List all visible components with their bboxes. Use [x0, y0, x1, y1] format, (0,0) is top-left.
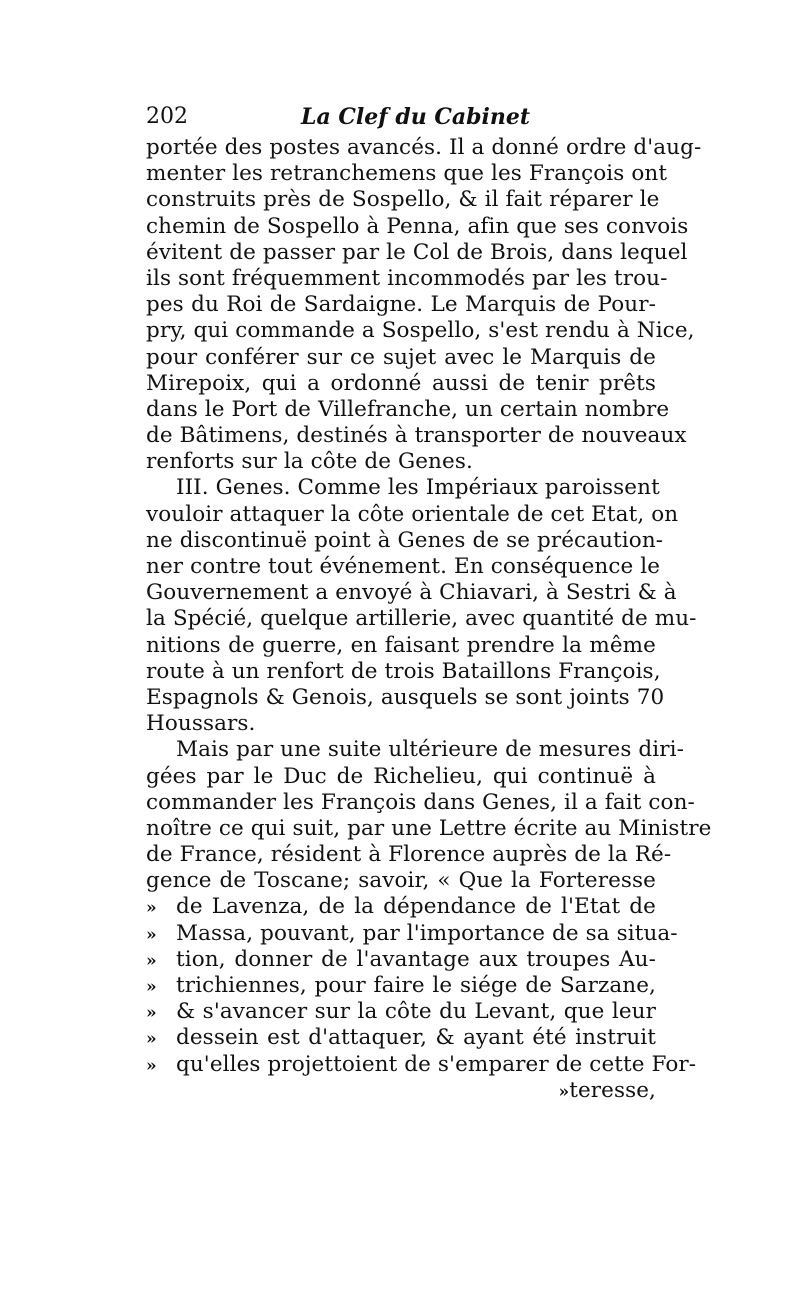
text-line: portée des postes avancés. Il a donné ordre d'aug- [146, 135, 702, 160]
quoted-line [146, 894, 656, 920]
quoted-text: qu'elles projettoient de s'emparer de cette For- [176, 1051, 697, 1077]
quoted-text: trichiennes, pour faire le siége de Sarzane, [176, 973, 656, 998]
quoted-line [146, 1051, 697, 1078]
text-line: ils sont fréquemment incommodés par les trou- [146, 265, 668, 291]
catchword-line [146, 1078, 656, 1104]
text-line: Espagnols & Genois, ausquels se sont joints 70 [146, 684, 665, 710]
quoted-line [146, 999, 656, 1025]
quoted-line [146, 973, 656, 999]
text-line: noître ce qui suit, par une Lettre écrite au Ministre [146, 815, 712, 841]
text-line: vouloir attaquer la côte orientale de cet Etat, on [146, 501, 679, 527]
quote-mark: » [146, 898, 157, 919]
quoted-line [146, 947, 656, 973]
quote-mark: » [146, 1003, 157, 1024]
quote-mark: » [146, 924, 157, 945]
quote-mark: » [146, 1029, 157, 1050]
text-line: chemin de Sospello à Penna, afin que ses convois [146, 213, 689, 239]
running-title: La Clef du Cabinet [301, 104, 531, 130]
body-text [146, 135, 712, 1104]
text-line: gées par le Duc de Richelieu, qui continuë à [146, 763, 656, 789]
quote-mark: » [558, 1081, 570, 1102]
text-line: Houssars. [146, 711, 256, 737]
text-line: gence de Toscane; savoir, « Que la Forteresse [146, 868, 656, 894]
text-line: renforts sur la côte de Genes. [146, 449, 473, 475]
text-line: de France, résident à Florence auprès de la Ré- [146, 842, 672, 868]
section-heading-line: III. Genes. Comme les Impériaux paroissent [176, 475, 660, 501]
text-line: route à un renfort de trois Bataillons François, [146, 658, 661, 684]
text-line: ner contre tout événement. En conséquence le [146, 554, 661, 579]
text-line: commander les François dans Genes, il a fait con- [146, 789, 695, 815]
text-line: nitions de guerre, en faisant prendre la même [146, 632, 656, 658]
quoted-line [146, 920, 678, 947]
text-line: pour conférer sur ce sujet avec le Marquis de [146, 344, 656, 370]
catchword: teresse, [569, 1077, 656, 1103]
page-header [146, 104, 656, 138]
text-line: Gouvernement a envoyé à Chiavari, à Sestri & à [146, 580, 677, 606]
text-line: de Bâtimens, destinés à transporter de nouveaux [146, 423, 687, 449]
quoted-text: dessein est d'attaquer, & ayant été instruit [176, 1025, 656, 1051]
quoted-text: de Lavenza, de la dépendance de l'Etat de [176, 894, 656, 920]
text-line: pry, qui commande a Sospello, s'est rendu à Nice, [146, 318, 695, 344]
quoted-line [146, 1025, 656, 1051]
text-line: dans le Port de Villefranche, un certain nombre [146, 396, 670, 422]
text-line: la Spécié, quelque artillerie, avec quantité de mu- [146, 606, 697, 632]
quote-mark: » [146, 1055, 157, 1076]
paragraph-start-line: Mais par une suite ultérieure de mesures diri- [176, 737, 684, 763]
quoted-text: tion, donner de l'avantage aux troupes Au- [176, 946, 656, 972]
quoted-text: Massa, pouvant, par l'importance de sa situa- [176, 920, 678, 946]
quote-mark: » [146, 950, 157, 971]
text-line: construits près de Sospello, & il fait réparer le [146, 187, 660, 213]
text-line: pes du Roi de Sardaigne. Le Marquis de Pour- [146, 292, 656, 318]
text-line: évitent de passer par le Col de Brois, dans lequel [146, 239, 688, 265]
page-number: 202 [146, 104, 188, 129]
quoted-text: & s'avancer sur la côte du Levant, que leur [176, 999, 656, 1025]
text-line: ne discontinuë point à Genes de se précaution- [146, 527, 664, 553]
quote-mark: » [146, 977, 157, 997]
text-line: menter les retranchemens que les François ont [146, 161, 668, 187]
text-line: Mirepoix, qui a ordonné aussi de tenir prêts [146, 370, 656, 396]
